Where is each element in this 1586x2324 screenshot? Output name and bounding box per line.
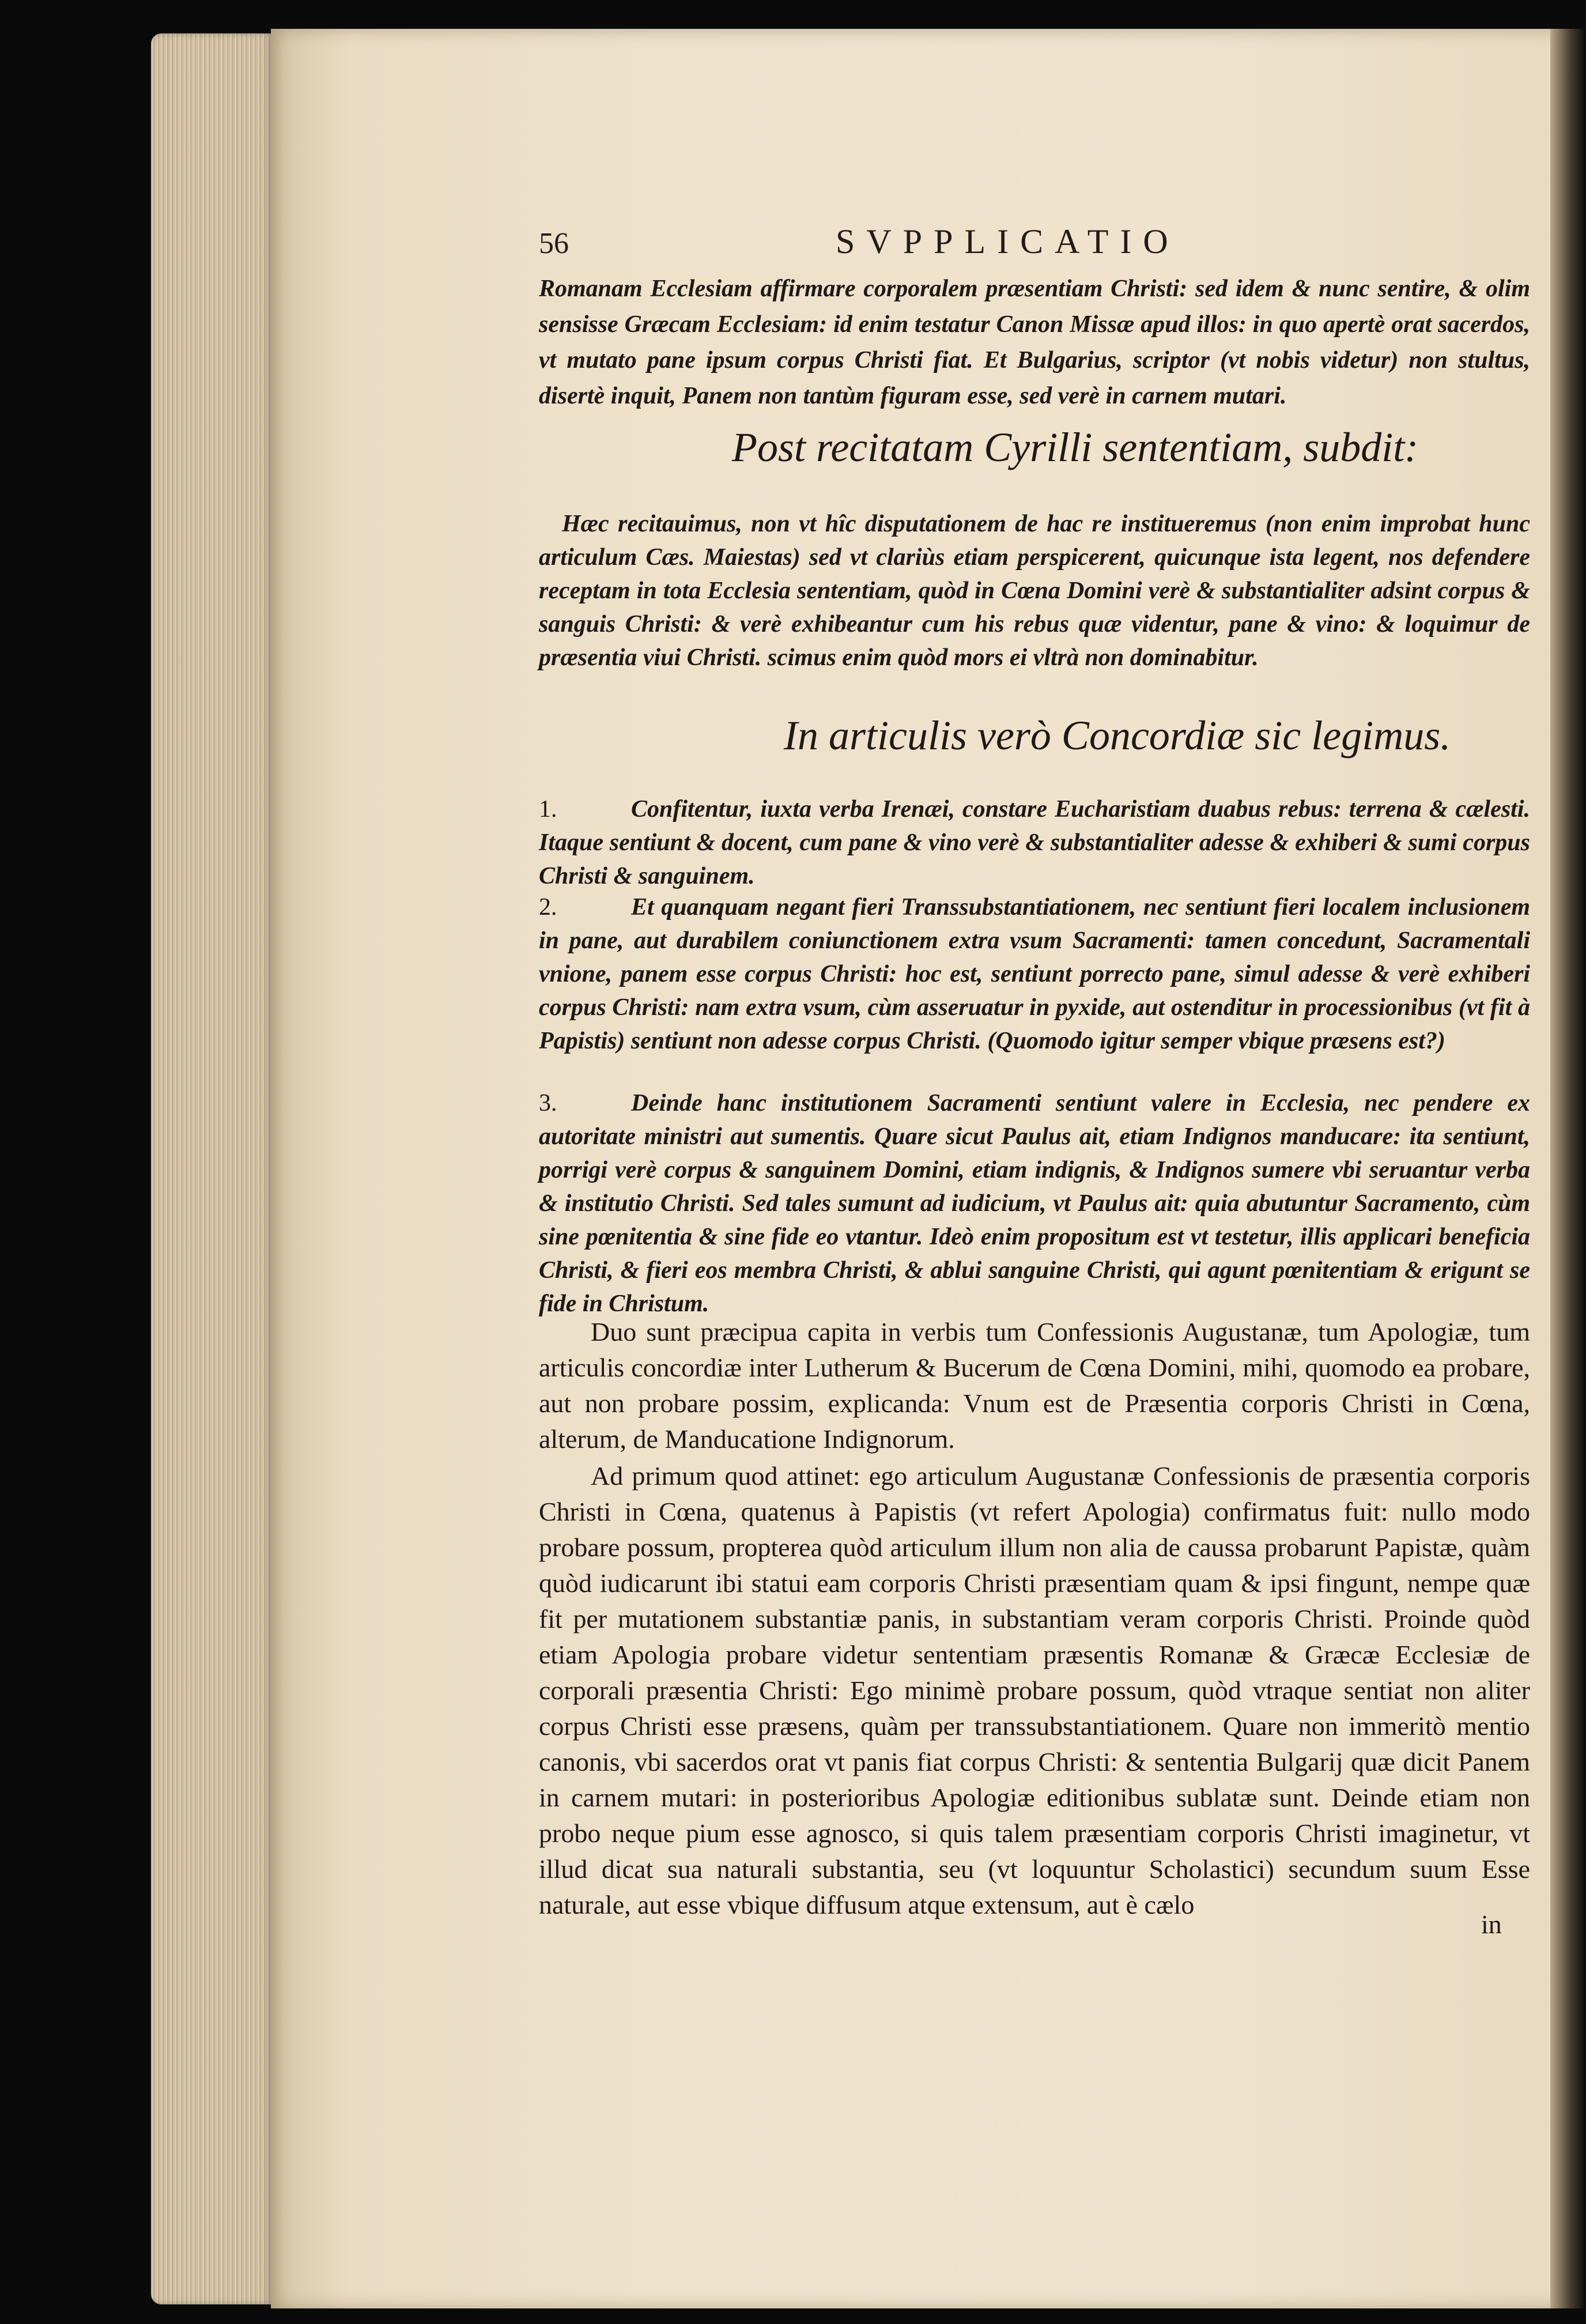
- paragraph-duo: [539, 1314, 1530, 1457]
- article-1: [539, 793, 1530, 893]
- gutter-shadow: [1550, 29, 1586, 2308]
- book-page-edges: [151, 33, 272, 2304]
- paragraph-ad-primum-text: Ad primum quod attinet: ego articulum Augustanæ Confessionis de præsentia corporis Christi in Cœna, quatenus à Papistis (vt refert Apologia) confirmatus fuit: nullo modo probare possum, propterea quòd articulum illum non alia de caussa probarunt Papistæ, quàm quòd iudicarunt ibi statui eam corporis Christi præsentiam quam & ipsi fingunt, nempe quæ fit per mutationem substantiæ panis, in substantiam veram corporis Christi. Proinde quòd etiam Apologia probare videtur sententiam præsentis Romanæ & Græcæ Ecclesiæ de corporali præsentia Christi: Ego minimè probare possum, quòd vtraque sentiat non aliter corpus Christi esse præsens, quàm per transsubstantiationem. Quare non immeritò mentio canonis, vbi sacerdos orat vt panis fiat corpus Christi: & sententia Bulgarij quæ dicit Panem in carnem mutari: in posterioribus Apologiæ editionibus sublatæ sunt. Deinde etiam non probo neque pium esse agnosco, si quis talem præsentiam corporis Christi imaginetur, vt illud dicat sua naturali substantia, seu (vt loquuntur Scholastici) secundum suum Esse naturale, aut esse vbique diffusum atque extensum, aut è cælo: [539, 1461, 1530, 1919]
- article-number: 2.: [539, 894, 557, 920]
- article-text: Confitentur, iuxta verba Irenæi, constare Eucharistiam duabus rebus: terrena & cælesti. Itaque sentiunt & docent, cum pane & vino verè & substantialiter adesse & exhiberi & sumi corpus Christi & sanguinem.: [539, 796, 1530, 889]
- article-number: 3.: [539, 1090, 557, 1116]
- article-text: Deinde hanc institutionem Sacramenti sentiunt valere in Ecclesia, nec pendere ex autoritate ministri aut sumentis. Quare sicut Paulus ait, etiam Indignos manducare: ita sentiunt, porrigi verè corpus & sanguinem Domini, etiam indignis, & Indignos sumere vbi seruantur verba & institutio Christi. Sed tales sumunt ad iudicium, vt Paulus ait: quia abutuntur Sacramento, cùm sine pœnitentia & sine fide eo vtantur. Ideò enim propositum est vt testetur, illis applicari beneficia Christi, & fieri eos membra Christi, & ablui sanguine Christi, qui agunt pœnitentiam & erigunt se fide in Christum.: [539, 1090, 1530, 1317]
- article-text: Et quanquam negant fieri Transsubstantiationem, nec sentiunt fieri localem inclusionem in pane, aut durabilem coniunctionem extra vsum Sacramenti: tamen concedunt, Sacramentali vnione, panem esse corpus Christi: hoc est, sentiunt porrecto pane, simul adesse & verè exhiberi corpus Christi: nam extra vsum, cùm asseruatur in pyxide, aut ostenditur in processionibus (vt fit à Papistis) sentiunt non adesse corpus Christi. (Quomodo igitur semper vbique præsens est?): [539, 894, 1530, 1054]
- paragraph-duo-text: Duo sunt præcipua capita in verbis tum Confessionis Augustanæ, tum Apologiæ, tum articulis concordiæ inter Lutherum & Bucerum de Cœna Domini, mihi, quomodo ea probare, aut non probare possim, explicanda: Vnum est de Præsentia corporis Christi in Cœna, alterum, de Manducatione Indignorum.: [539, 1317, 1530, 1454]
- page-header: [539, 222, 1415, 262]
- paragraph-ad-primum: [539, 1458, 1530, 1923]
- intro-text: Romanam Ecclesiam affirmare corporalem præsentiam Christi: sed idem & nunc sentire, & olim sensisse Græcam Ecclesiam: id enim testatur Canon Missæ apud illos: in quo apertè orat sacerdos, vt mutato pane ipsum corpus Christi fiat. Et Bulgarius, scriptor (vt nobis videtur) non stultus, disertè inquit, Panem non tantùm figuram esse, sed verè in carnem mutari.: [539, 276, 1530, 409]
- quote-block: [539, 507, 1530, 674]
- section-heading-concordiae: In articulis verò Concordiæ sic legimus.: [784, 712, 1451, 759]
- catchword: in: [1481, 1910, 1502, 1939]
- section-heading-cyrilli: Post recitatam Cyrilli sententiam, subdit:: [732, 424, 1419, 470]
- article-3: [539, 1086, 1530, 1321]
- page-number: 56: [539, 227, 569, 260]
- running-title: SVPPLICATIO: [836, 222, 1180, 261]
- intro-paragraph: [539, 271, 1530, 414]
- article-number: 1.: [539, 796, 557, 823]
- article-2: [539, 891, 1530, 1058]
- quote-text: Hæc recitauimus, non vt hîc disputationem de hac re institueremus (non enim improbat hunc articulum Cæs. Maiestas) sed vt clariùs etiam perspicerent, quicunque ista legent, nos defendere receptam in tota Ecclesia sententiam, quòd in Cœna Domini verè & substantialiter adsint corpus & sanguis Christi: & verè exhibeantur cum his rebus quæ videntur, pane & vino: & loquimur de præsentia viui Christi. scimus enim quòd mors ei vltrà non dominabitur.: [539, 511, 1530, 671]
